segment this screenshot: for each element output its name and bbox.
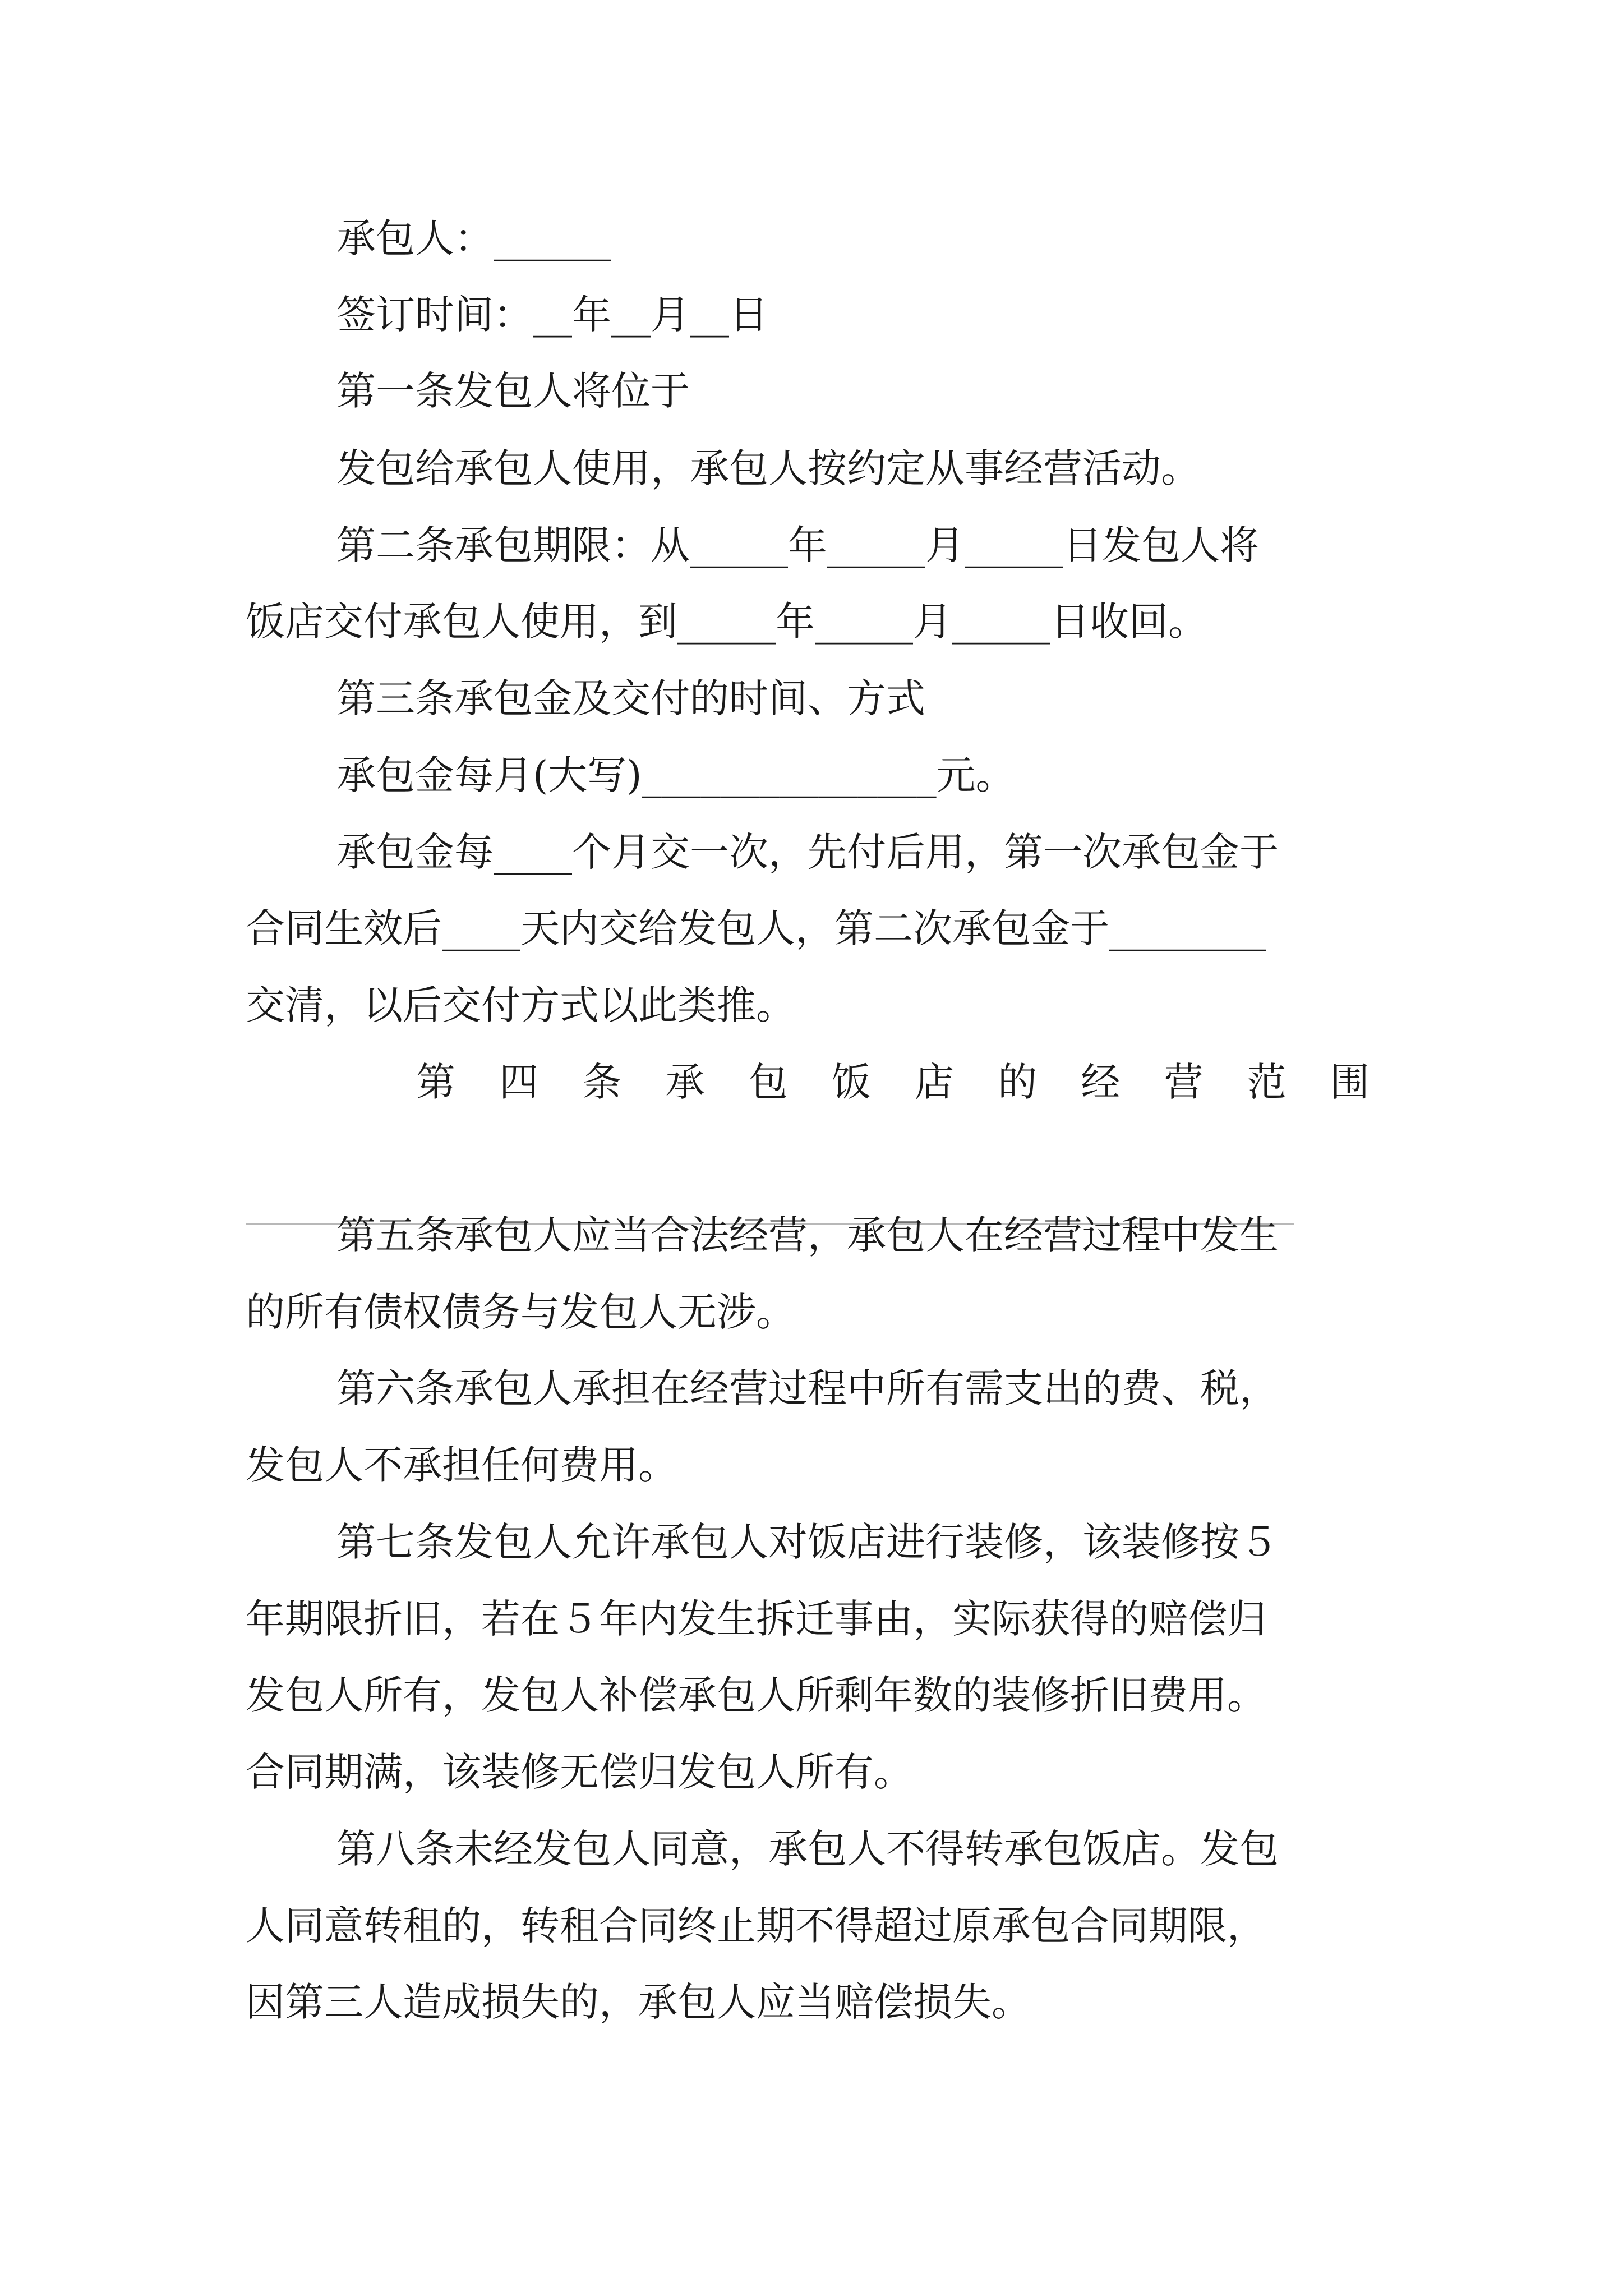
article-3-payment-line-3: 交清，以后交付方式以此类推。	[246, 982, 795, 1028]
signing-date-line: 签订时间：__年__月__日	[336, 292, 768, 338]
article-4-char: 饭	[831, 1059, 871, 1105]
article-3-payment-line-2: 合同生效后____天内交给发包人，第二次承包金于________	[246, 905, 1266, 951]
article-4-char: 的	[998, 1059, 1038, 1105]
article-1-line-1: 第一条发包人将位于	[336, 368, 690, 414]
article-4-char: 店	[915, 1059, 955, 1105]
article-4-char: 经	[1081, 1059, 1121, 1105]
article-2-line-2: 饭店交付承包人使用，到_____年_____月_____日收回。	[246, 599, 1207, 645]
article-5-line-2: 的所有债权债务与发包人无涉。	[246, 1289, 795, 1335]
article-4-char: 承	[665, 1059, 705, 1105]
contractor-signature-line: 承包人：______	[336, 215, 611, 261]
article-6-line-1: 第六条承包人承担在经营过程中所有需支出的费、税，	[336, 1365, 1279, 1411]
article-3-heading: 第三条承包金及交付的时间、方式	[336, 675, 925, 721]
article-8-line-1: 第八条未经发包人同意，承包人不得转承包饭店。发包	[336, 1826, 1279, 1872]
article-4-heading	[416, 1057, 1370, 1107]
article-7-line-3: 发包人所有，发包人补偿承包人所剩年数的装修折旧费用。	[246, 1672, 1266, 1718]
article-3-payment-line-1: 承包金每____个月交一次，先付后用，第一次承包金于	[336, 829, 1279, 875]
article-4-char: 范	[1247, 1059, 1287, 1105]
article-4-char: 四	[499, 1059, 539, 1105]
article-4-char: 营	[1164, 1059, 1204, 1105]
article-5-line-1: 第五条承包人应当合法经营，承包人在经营过程中发生	[336, 1212, 1279, 1258]
article-7-line-2: 年期限折旧，若在５年内发生拆迁事由，实际获得的赔偿归	[246, 1596, 1266, 1642]
article-4-char: 第	[416, 1059, 455, 1105]
article-6-line-2: 发包人不承担任何费用。	[246, 1442, 677, 1488]
article-2-line-1: 第二条承包期限：从_____年_____月_____日发包人将	[336, 522, 1259, 568]
article-7-line-1: 第七条发包人允许承包人对饭店进行装修，该装修按５	[336, 1519, 1279, 1565]
article-4-char: 包	[748, 1059, 788, 1105]
article-3-monthly-fee: 承包金每月(大写)_______________元。	[336, 752, 1015, 798]
article-7-line-4: 合同期满，该装修无偿归发包人所有。	[246, 1749, 913, 1795]
article-4-char: 围	[1330, 1059, 1370, 1105]
article-4-char: 条	[582, 1059, 622, 1105]
article-8-line-2: 人同意转租的，转租合同终止期不得超过原承包合同期限，	[246, 1903, 1266, 1949]
article-1-line-2: 发包给承包人使用，承包人按约定从事经营活动。	[336, 445, 1200, 491]
article-8-line-3: 因第三人造成损失的，承包人应当赔偿损失。	[246, 1979, 1031, 2025]
